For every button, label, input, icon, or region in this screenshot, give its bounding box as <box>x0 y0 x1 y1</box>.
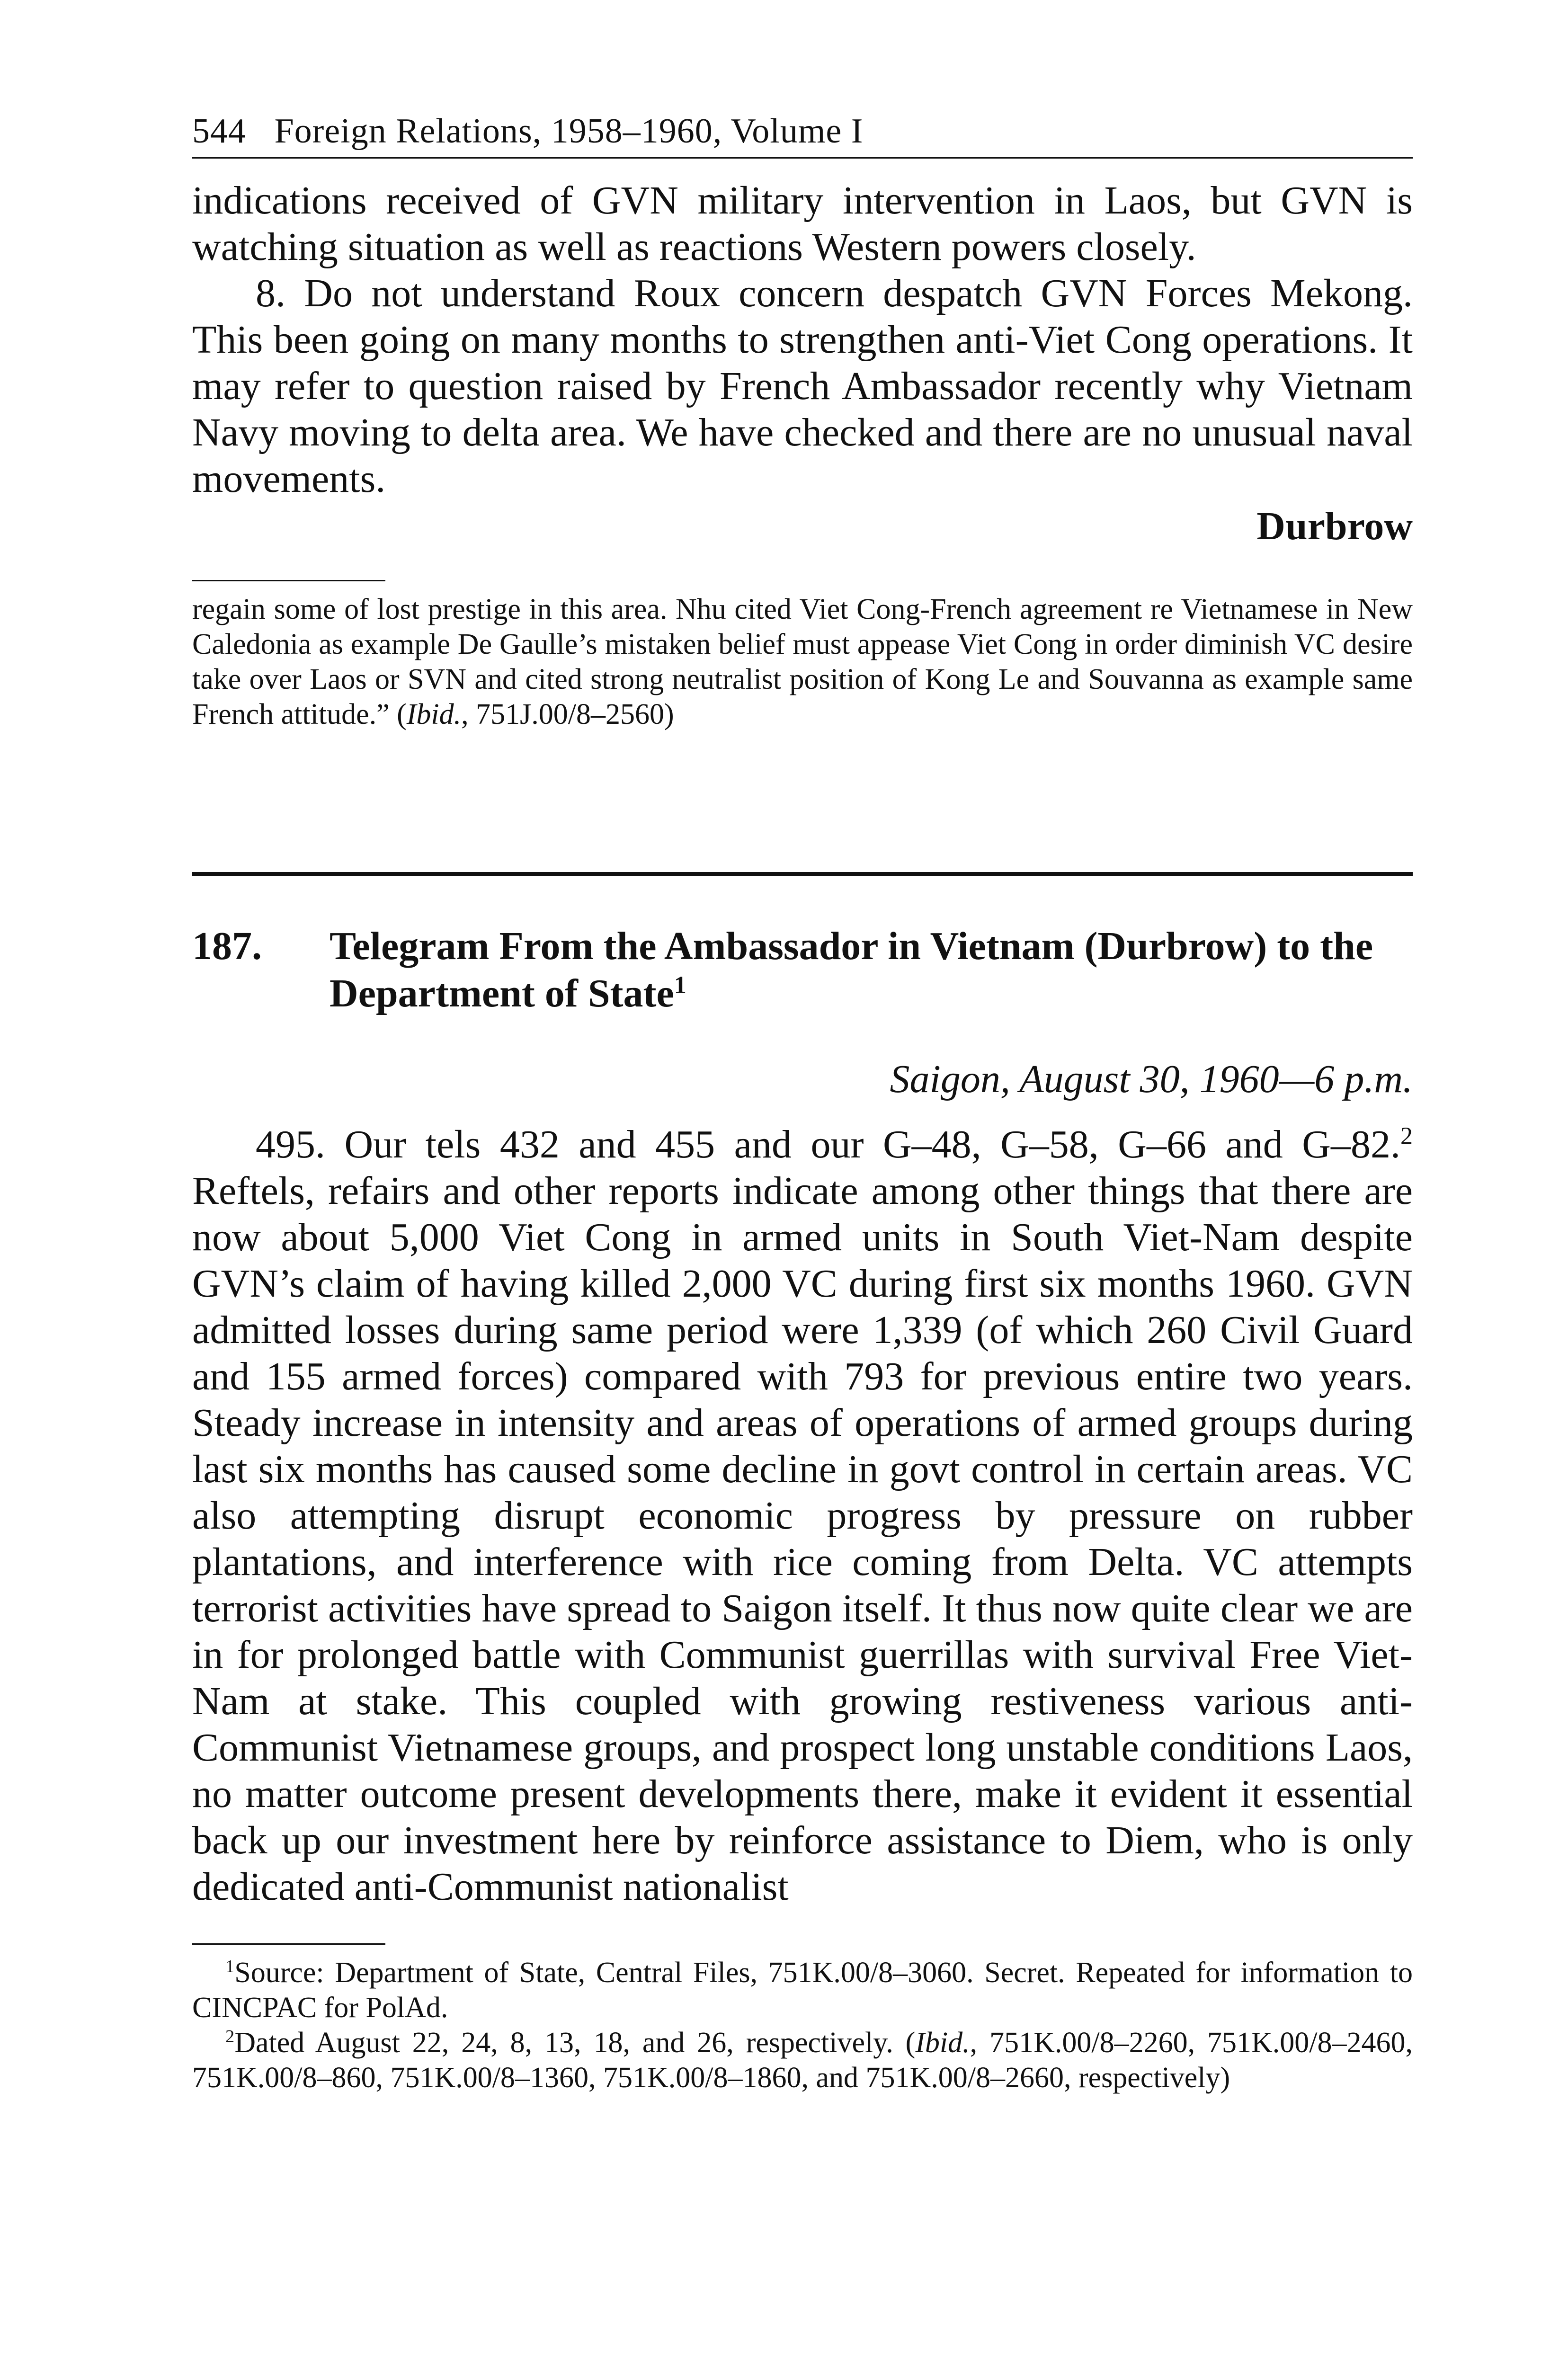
signature: Durbrow <box>1256 504 1413 548</box>
footnote-ref-1: 1 <box>674 971 686 999</box>
carryover-footnote-ibid: Ibid. <box>406 698 462 730</box>
footnote-2 <box>192 2025 1413 2095</box>
document-title-wrap <box>330 923 1413 1017</box>
footnote-1 <box>192 1955 1413 2025</box>
paragraph-8: 8. Do not understand Roux concern despatch GVN Forces Mekong. This been going on many months to strengthen anti-Viet Cong operations. It may refer to question raised by French Ambassador recently why Vietnam Navy moving to delta area. We have checked and there are no unusual naval movements. <box>192 271 1413 501</box>
page-number: 544 <box>192 112 246 151</box>
running-head-title: Foreign Relations, 1958–1960, Volume I <box>274 112 864 151</box>
footnotes <box>192 1955 1413 2095</box>
telegram-text: Reftels, refairs and other reports indicate among other things that there are now about 5,000 Viet Cong in armed units in South Viet-Nam despite GVN’s claim of having killed 2,000 VC during first six months 1960. GVN admitted losses during same period were 1,339 (of which 260 Civil Guard and 155 armed forces) compared with 793 for previous entire two years. Steady increase in intensity and areas of operations of armed groups during last six months has caused some decline in govt control in certain areas. VC also attempting disrupt economic progress by pressure on rubber plantations, and interference with rice coming from Delta. VC attempts terrorist activities have spread to Saigon itself. It thus now quite clear we are in for prolonged battle with Communist guerrillas with survival Free Viet-Nam at stake. This coupled with growing restiveness various anti-Communist Vietnamese groups, and prospect long unstable conditions Laos, no matter outcome present developments there, make it evident it essential back up our investment here by reinforce assistance to Diem, who is only dedicated anti-Communist nationalist <box>192 1169 1413 1909</box>
document-page <box>192 114 1413 2095</box>
telegram-opening: 495. Our tels 432 and 455 and our G–48, G–58, G–66 and G–82. <box>256 1122 1400 1166</box>
footnote-ref-2: 2 <box>1400 1122 1413 1150</box>
carryover-footnote-citation: , 751J.00/8–2560) <box>461 698 674 730</box>
document-heading <box>192 923 1413 1017</box>
footnote-marker: 1 <box>225 1956 235 1976</box>
section-divider <box>192 872 1413 876</box>
footnote-ibid: Ibid. <box>915 2027 970 2059</box>
dateline: Saigon, August 30, 1960—6 p.m. <box>890 1057 1413 1101</box>
carryover-footnote <box>192 592 1413 732</box>
carryover-footnote-text: regain some of lost prestige in this area. Nhu cited Viet Cong-French agreement re Vietnamese in New Caledonia as example De Gaulle’s mistaken belief must appease Viet Cong in order diminish VC desire take over Laos or SVN and cited strong neutralist position of Kong Le and Souvanna as example same French attitude.” ( <box>192 593 1413 730</box>
footnote-citation: , 751K.00/8–2260, 751K.00/8–2460, 751K.00/8–860, 751K.00/8–1360, 751K.00/8–1860, and 751K.00/8–2660, respectively) <box>192 2027 1413 2094</box>
document-number: 187. <box>192 924 262 968</box>
running-head <box>192 114 1413 159</box>
footnote-marker: 2 <box>225 2026 235 2047</box>
footnote-divider <box>192 1943 385 1945</box>
footnote-divider <box>192 580 385 581</box>
footnote-text: Dated August 22, 24, 8, 13, 18, and 26, respectively. ( <box>234 2027 916 2059</box>
footnote-text: Source: Department of State, Central Files, 751K.00/8–3060. Secret. Repeated for information to CINCPAC for PolAd. <box>192 1957 1413 2024</box>
document-title: Telegram From the Ambassador in Vietnam (Durbrow) to the Department of State <box>330 924 1373 1015</box>
telegram-body <box>192 1121 1413 1910</box>
continuation-paragraph: indications received of GVN military intervention in Laos, but GVN is watching situation as well as reactions Western powers closely. <box>192 178 1413 269</box>
